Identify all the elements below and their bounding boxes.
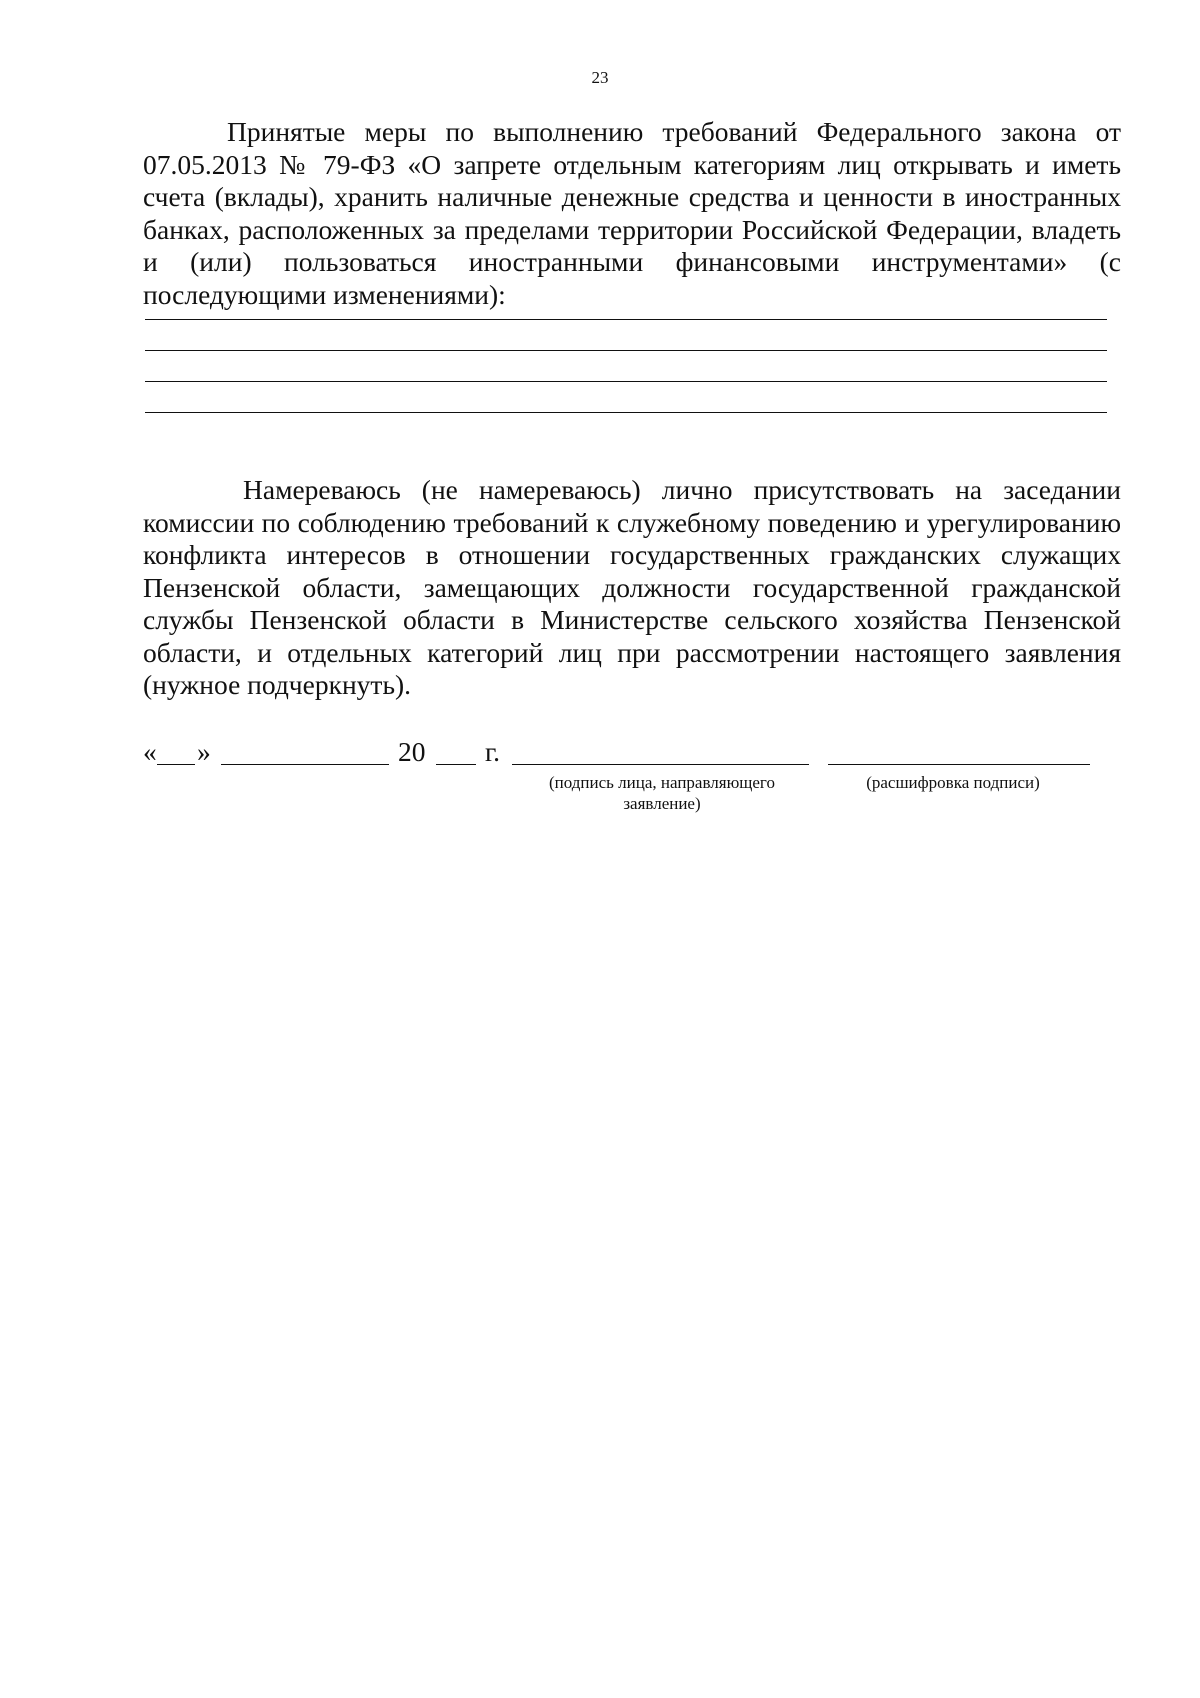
year-prefix: 20 <box>398 736 426 767</box>
quote-close: » <box>197 736 211 767</box>
month-blank <box>221 764 389 765</box>
name-blank <box>828 764 1090 765</box>
page-number: 23 <box>591 68 609 87</box>
fill-line-4 <box>145 412 1107 413</box>
signature-row <box>143 736 1123 776</box>
signature-caption <box>512 772 812 814</box>
signature-caption-line-2: заявление) <box>623 794 701 813</box>
fill-in-lines <box>145 319 1107 443</box>
fill-line-1 <box>145 319 1107 320</box>
year-blank <box>436 764 476 765</box>
day-blank <box>157 764 195 765</box>
year-suffix: г. <box>485 736 501 767</box>
intent-paragraph: Намереваюсь (не намереваюсь) лично присутствовать на заседании комиссии по соблюдению требований к служебному поведению и урегулированию конфликта интересов в отношении государственных гражданских служащих Пензенской области, замещающих должности государственной гражданской службы Пензенской области в Министерстве сельского хозяйства Пензенской области, и отдельных категорий лиц при рассмотрении настоящего заявления (нужное подчеркнуть). <box>143 474 1121 700</box>
signature-caption-line-1: (подпись лица, направляющего <box>549 773 775 792</box>
name-caption: (расшифровка подписи) <box>866 773 1040 792</box>
measures-paragraph: Принятые меры по выполнению требований Федерального закона от 07.05.2013 № 79-ФЗ «О запрете отдельным категориям лиц открывать и иметь счета (вклады), хранить наличные денежные средства и ценности в иностранных банках, расположенных за пределами территории Российской Федерации, владеть и (или) пользоваться иностранными финансовыми инструментами» (с последующими изменениями): <box>143 116 1121 310</box>
fill-line-2 <box>145 350 1107 351</box>
signature-blank <box>512 764 809 765</box>
fill-line-3 <box>145 381 1107 382</box>
quote-open: « <box>143 736 157 767</box>
